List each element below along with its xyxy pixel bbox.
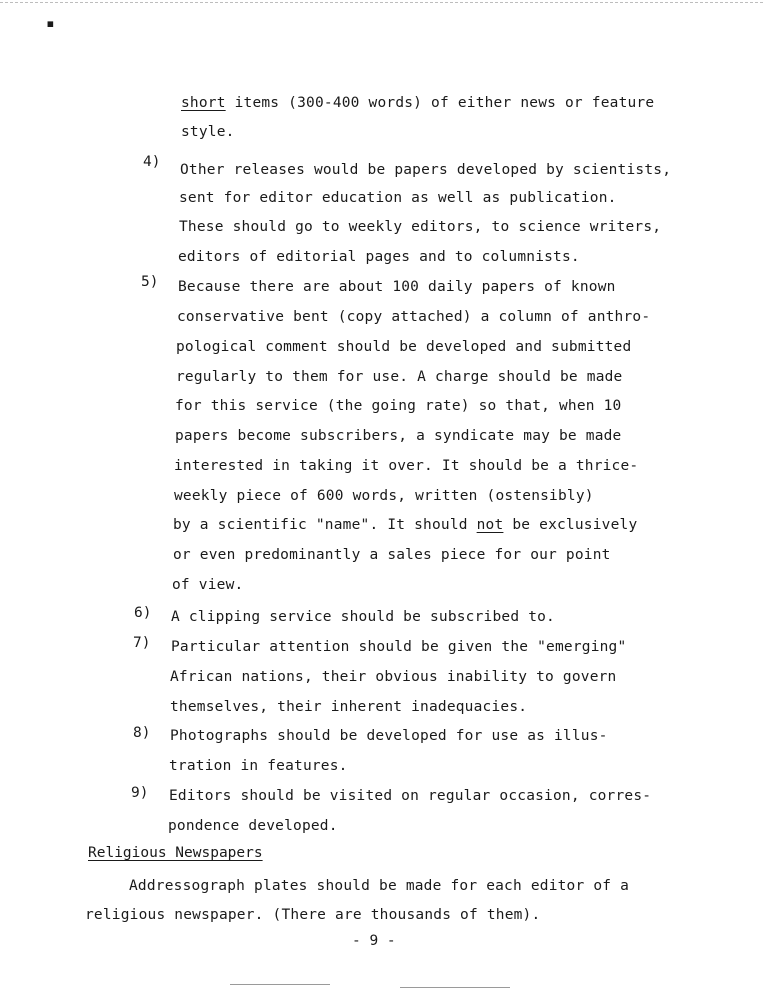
item-7-line: themselves, their inherent inadequacies. [170, 699, 528, 715]
scan-rule [400, 987, 510, 988]
item-4-line: sent for editor education as well as publication. [179, 190, 617, 206]
item-8-line: Photographs should be developed for use as illus- [170, 728, 608, 744]
item-5-line: weekly piece of 600 words, written (ostensibly) [174, 488, 594, 504]
item-5-line: for this service (the going rate) so that, when 10 [175, 398, 622, 414]
item-number: 9) [131, 785, 149, 801]
item-9-line: Editors should be visited on regular occasion, corres- [169, 788, 652, 804]
continuation-line-1: short items (300-400 words) of either news or feature [181, 95, 655, 111]
item-7-line: Particular attention should be given the "emerging" [171, 639, 627, 655]
section-line: religious newspaper. (There are thousands of them). [85, 907, 541, 923]
scan-speck: ▪ [46, 16, 55, 32]
item-number: 4) [143, 154, 161, 170]
item-number: 8) [133, 725, 151, 741]
item-5-line: regularly to them for use. A charge should be made [176, 369, 623, 385]
section-line: Addressograph plates should be made for each editor of a [129, 878, 630, 894]
item-4-line: Other releases would be papers developed by scientists, [180, 162, 672, 178]
item-number: 7) [133, 635, 151, 651]
item-5-line: interested in taking it over. It should be a thrice- [174, 458, 639, 474]
item-5-line: papers become subscribers, a syndicate may be made [175, 428, 622, 444]
item-8-line: tration in features. [169, 758, 348, 774]
item-5-line: or even predominantly a sales piece for our point [173, 547, 611, 563]
underlined-word-short: short [181, 95, 226, 111]
item-6-line: A clipping service should be subscribed to. [171, 609, 555, 625]
scan-rule [230, 984, 330, 985]
item-5-line: pological comment should be developed and submitted [176, 339, 632, 355]
top-dashed-border [0, 2, 763, 3]
item-number: 5) [141, 274, 159, 290]
item-5-line: by a scientific "name". It should not be exclusively [173, 517, 638, 533]
item-4-line: editors of editorial pages and to columnists. [178, 249, 580, 265]
section-heading: Religious Newspapers [88, 845, 263, 861]
page-number: - 9 - [352, 933, 396, 949]
continuation-line-2: style. [181, 124, 235, 140]
item-4-line: These should go to weekly editors, to science writers, [179, 219, 662, 235]
item-5-line: of view. [172, 577, 244, 593]
item-5-line: Because there are about 100 daily papers of known [178, 279, 616, 295]
underlined-word-not: not [476, 517, 504, 533]
item-7-line: African nations, their obvious inability to govern [170, 669, 617, 685]
item-number: 6) [134, 605, 152, 621]
item-9-line: pondence developed. [168, 818, 338, 834]
item-5-line: conservative bent (copy attached) a column of anthro- [177, 309, 651, 325]
